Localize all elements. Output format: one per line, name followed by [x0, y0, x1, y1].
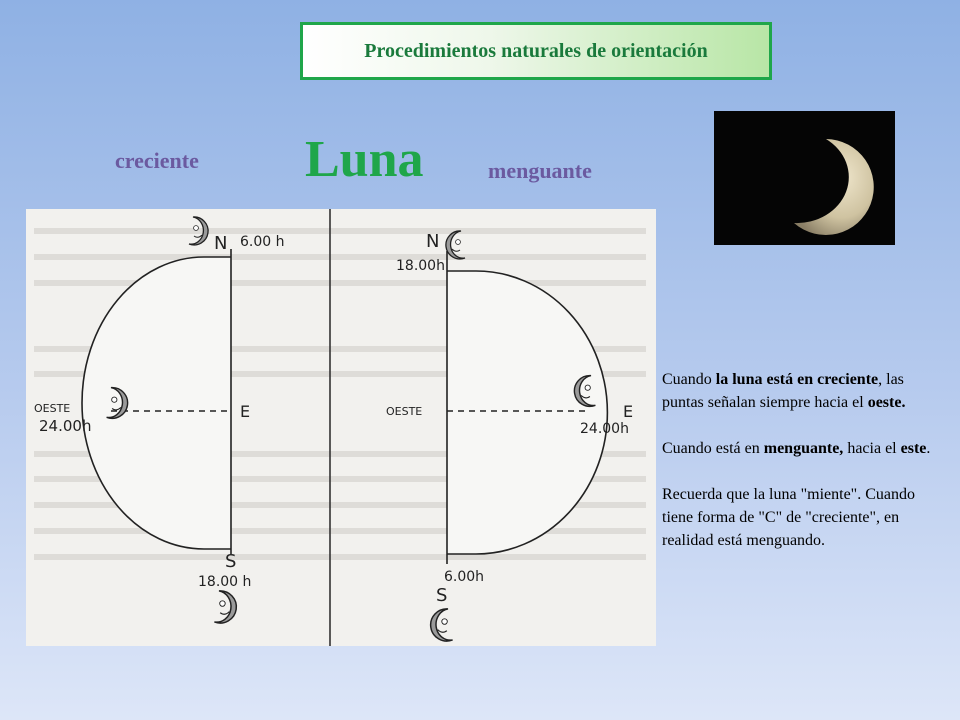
label-luna: Luna	[305, 131, 424, 188]
crescent-moon-photo	[714, 111, 895, 245]
text-span: Recuerda que la luna "miente". Cuando tiene forma de "C" de "creciente", en realidad está menguando.	[662, 486, 915, 549]
text-bold: este	[900, 440, 927, 457]
title-box	[300, 22, 772, 80]
text-span: Cuando	[662, 371, 716, 388]
text-bold: la luna está en creciente	[715, 371, 879, 388]
paragraph-menguante	[662, 437, 942, 460]
right-east-time: 24.00h	[580, 421, 629, 437]
left-west-label: OESTE	[34, 402, 71, 415]
moon-face-icon	[214, 591, 236, 623]
left-north-time: 6.00 h	[240, 234, 285, 250]
text-span: Cuando está en	[662, 440, 764, 457]
label-creciente: creciente	[115, 148, 199, 173]
left-north-label: N	[214, 233, 228, 254]
paragraph-recuerda	[662, 483, 942, 552]
text-bold: oeste.	[867, 394, 906, 411]
left-west-time: 24.00h	[39, 417, 92, 435]
diagram-svg	[26, 209, 656, 646]
paragraph-creciente	[662, 368, 942, 414]
left-south-label: S	[225, 551, 237, 572]
page-title: Procedimientos naturales de orientación	[364, 39, 708, 62]
right-south-time: 6.00h	[444, 569, 485, 585]
left-south-time: 18.00 h	[198, 574, 252, 590]
explanation-text	[662, 368, 942, 575]
moon-face-icon	[431, 609, 453, 641]
text-span: hacia el	[843, 440, 901, 457]
right-west-label: OESTE	[386, 405, 423, 418]
text-span: .	[926, 440, 931, 457]
right-north-time: 18.00h	[396, 258, 445, 274]
text-span: , las puntas señalan siempre hacia el	[662, 371, 904, 411]
moon-orientation-diagram	[26, 209, 656, 646]
crescent-moon-icon	[714, 111, 895, 245]
right-diagram	[386, 231, 633, 641]
right-north-label: N	[426, 231, 440, 252]
left-east-label: E	[240, 402, 251, 421]
left-diagram	[34, 217, 285, 623]
text-bold: menguante,	[763, 440, 844, 457]
right-half-circle	[447, 271, 607, 554]
label-menguante: menguante	[488, 158, 592, 183]
right-east-label: E	[623, 402, 634, 421]
right-south-label: S	[436, 585, 448, 606]
